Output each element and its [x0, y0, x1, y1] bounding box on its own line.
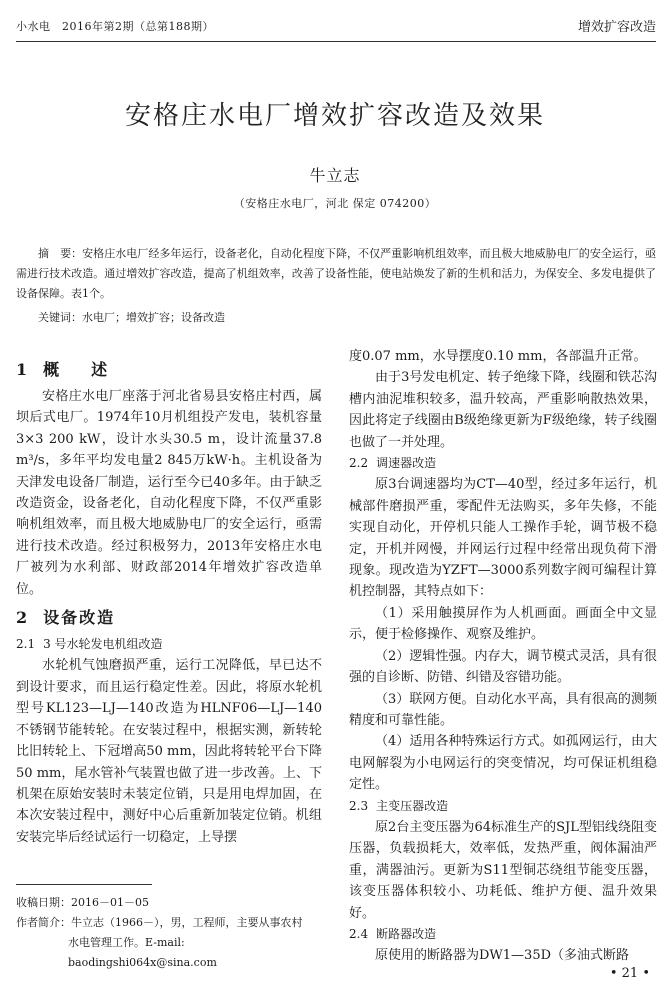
subsection-heading-2-3: 2.3 主变压器改造 — [349, 798, 449, 813]
left-column — [16, 356, 322, 848]
author-bio-contact: 水电管理工作。E-mail: baodingshi064x@sina.com — [68, 936, 217, 969]
right-column — [349, 346, 657, 967]
paragraph-governor: 原3台调速器均为CT—40型，经过多年运行，机械部件磨损严重，零配件无法购买，多年失修，不能实现自动化，开停机只能人工操作手轮，调节极不稳定，开机并网慢，并网运行过程中经常出现负荷下滑现象。现改造为YZFT—3000系列数字阀可编程计算机控制器，其特点如下： — [349, 477, 657, 600]
section-heading-1: 1 概 述 — [16, 360, 116, 379]
running-header — [16, 14, 656, 42]
paragraph-continued: 度0.07 mm，水导摆度0.10 mm，各部温升正常。 — [349, 349, 647, 364]
paragraph-transformer: 原2台主变压器为64标准生产的SJL型铝线绕阻变压器，负载损耗大，效率低，发热严重，阀体漏油严重，满器油污。更新为S11型铜芯绕组节能变压器，该变压器体积较小、功耗低、维护方便、温升效果好。 — [349, 819, 657, 921]
keywords: 关键词：水电厂；增效扩容；设备改造 — [38, 311, 225, 324]
paragraph-overview: 安格庄水电厂座落于河北省易县安格庄村西，属坝后式电厂。1974年10月机组投产发电，装机容量3×3 200 kW，设计水头30.5 m，设计流量37.8 m³/s，多年平均发电量2 845万kW·h。主机设备为天津发电设备厂制造，运行至今已40多年。由于缺乏改造资金，设备老化，自动化程度下降，不仅严重影响机组效率，而且极大地威胁电厂的安全运行，亟需进行技术改造。经过积极努力，2013年安格庄水电厂被列为水利部、财政部2014年增效扩容改造单位。 — [16, 389, 322, 597]
paper-title: 安格庄水电厂增效扩容改造及效果 — [124, 101, 545, 131]
author-bio: 作者简介：牛立志（1966－），男，工程师，主要从事农村 — [16, 916, 303, 929]
subsection-heading-2-4: 2.4 断路器改造 — [349, 926, 437, 941]
section-heading-2: 2 设备改造 — [16, 608, 116, 628]
list-item: （4）适用各种特殊运行方式。如孤网运行，由大电网解裂为小电网运行的突变情况，均可保证机组稳定性。 — [349, 734, 657, 793]
list-item: （3）联网方便。自动化水平高，具有很高的测频精度和可靠性能。 — [349, 691, 657, 728]
journal-info: 小水电 2016年第2期（总第188期） — [16, 20, 214, 33]
page-number: • 21 • — [609, 966, 650, 981]
footnote — [16, 893, 336, 973]
author-name: 牛立志 — [309, 166, 361, 185]
footnote-divider — [16, 884, 152, 885]
author-affiliation: （安格庄水电厂，河北 保定 074200） — [233, 197, 437, 210]
paragraph-generator: 由于3号发电机定、转子绝缘下降，线圈和铁芯沟槽内油泥堆积较多，温升较高，严重影响散热效果，因此将定子线圈由B级绝缘更新为F级绝缘，转子线圈也做了一并处理。 — [349, 370, 657, 450]
list-item: （2）逻辑性强。内存大，调节模式灵活，具有很强的自诊断、防错、纠错及容错功能。 — [349, 648, 657, 686]
list-item: （1）采用触摸屏作为人机画面。画面全中文显示，便于检修操作、观察及维护。 — [349, 605, 657, 643]
received-date: 收稿日期：2016－01－05 — [16, 896, 149, 909]
paragraph-breaker: 原使用的断路器为DW1—35D（多油式断路 — [375, 948, 630, 964]
section-label: 增效扩容改造 — [577, 20, 656, 35]
paragraph-turbine: 水轮机气蚀磨损严重，运行工况降低，早已达不到设计要求，而且运行稳定性差。因此，将原水轮机型号KL123—LJ—140改造为HLNF06—LJ—140不锈钢节能转轮。在安装过程中，根据实测，新转轮比旧转轮上、下冠增高50 mm，因此将转轮平台下降50 mm，尾水管补气装置也做了进一步改善。上、下机架在原始安装时未装定位销，只是用电焊加固，在本次安装过程中，测好中心后重新加装定位销。机组安装完毕后经试运行一切稳定，上导摆 — [16, 658, 322, 845]
subsection-heading-2-2: 2.2 调速器改造 — [349, 456, 437, 471]
abstract: 摘 要：安格庄水电厂经多年运行，设备老化，自动化程度下降，不仅严重影响机组效率，而且极大地威胁电厂的安全运行，亟需进行技术改造。通过增效扩容改造，提高了机组效率，改善了设备性能，使电站焕发了新的生机和活力，为保安全、多发电提供了设备保障。表1个。 — [16, 247, 656, 300]
subsection-heading-2-1: 2.1 3 号水轮发电机组改造 — [16, 637, 163, 652]
